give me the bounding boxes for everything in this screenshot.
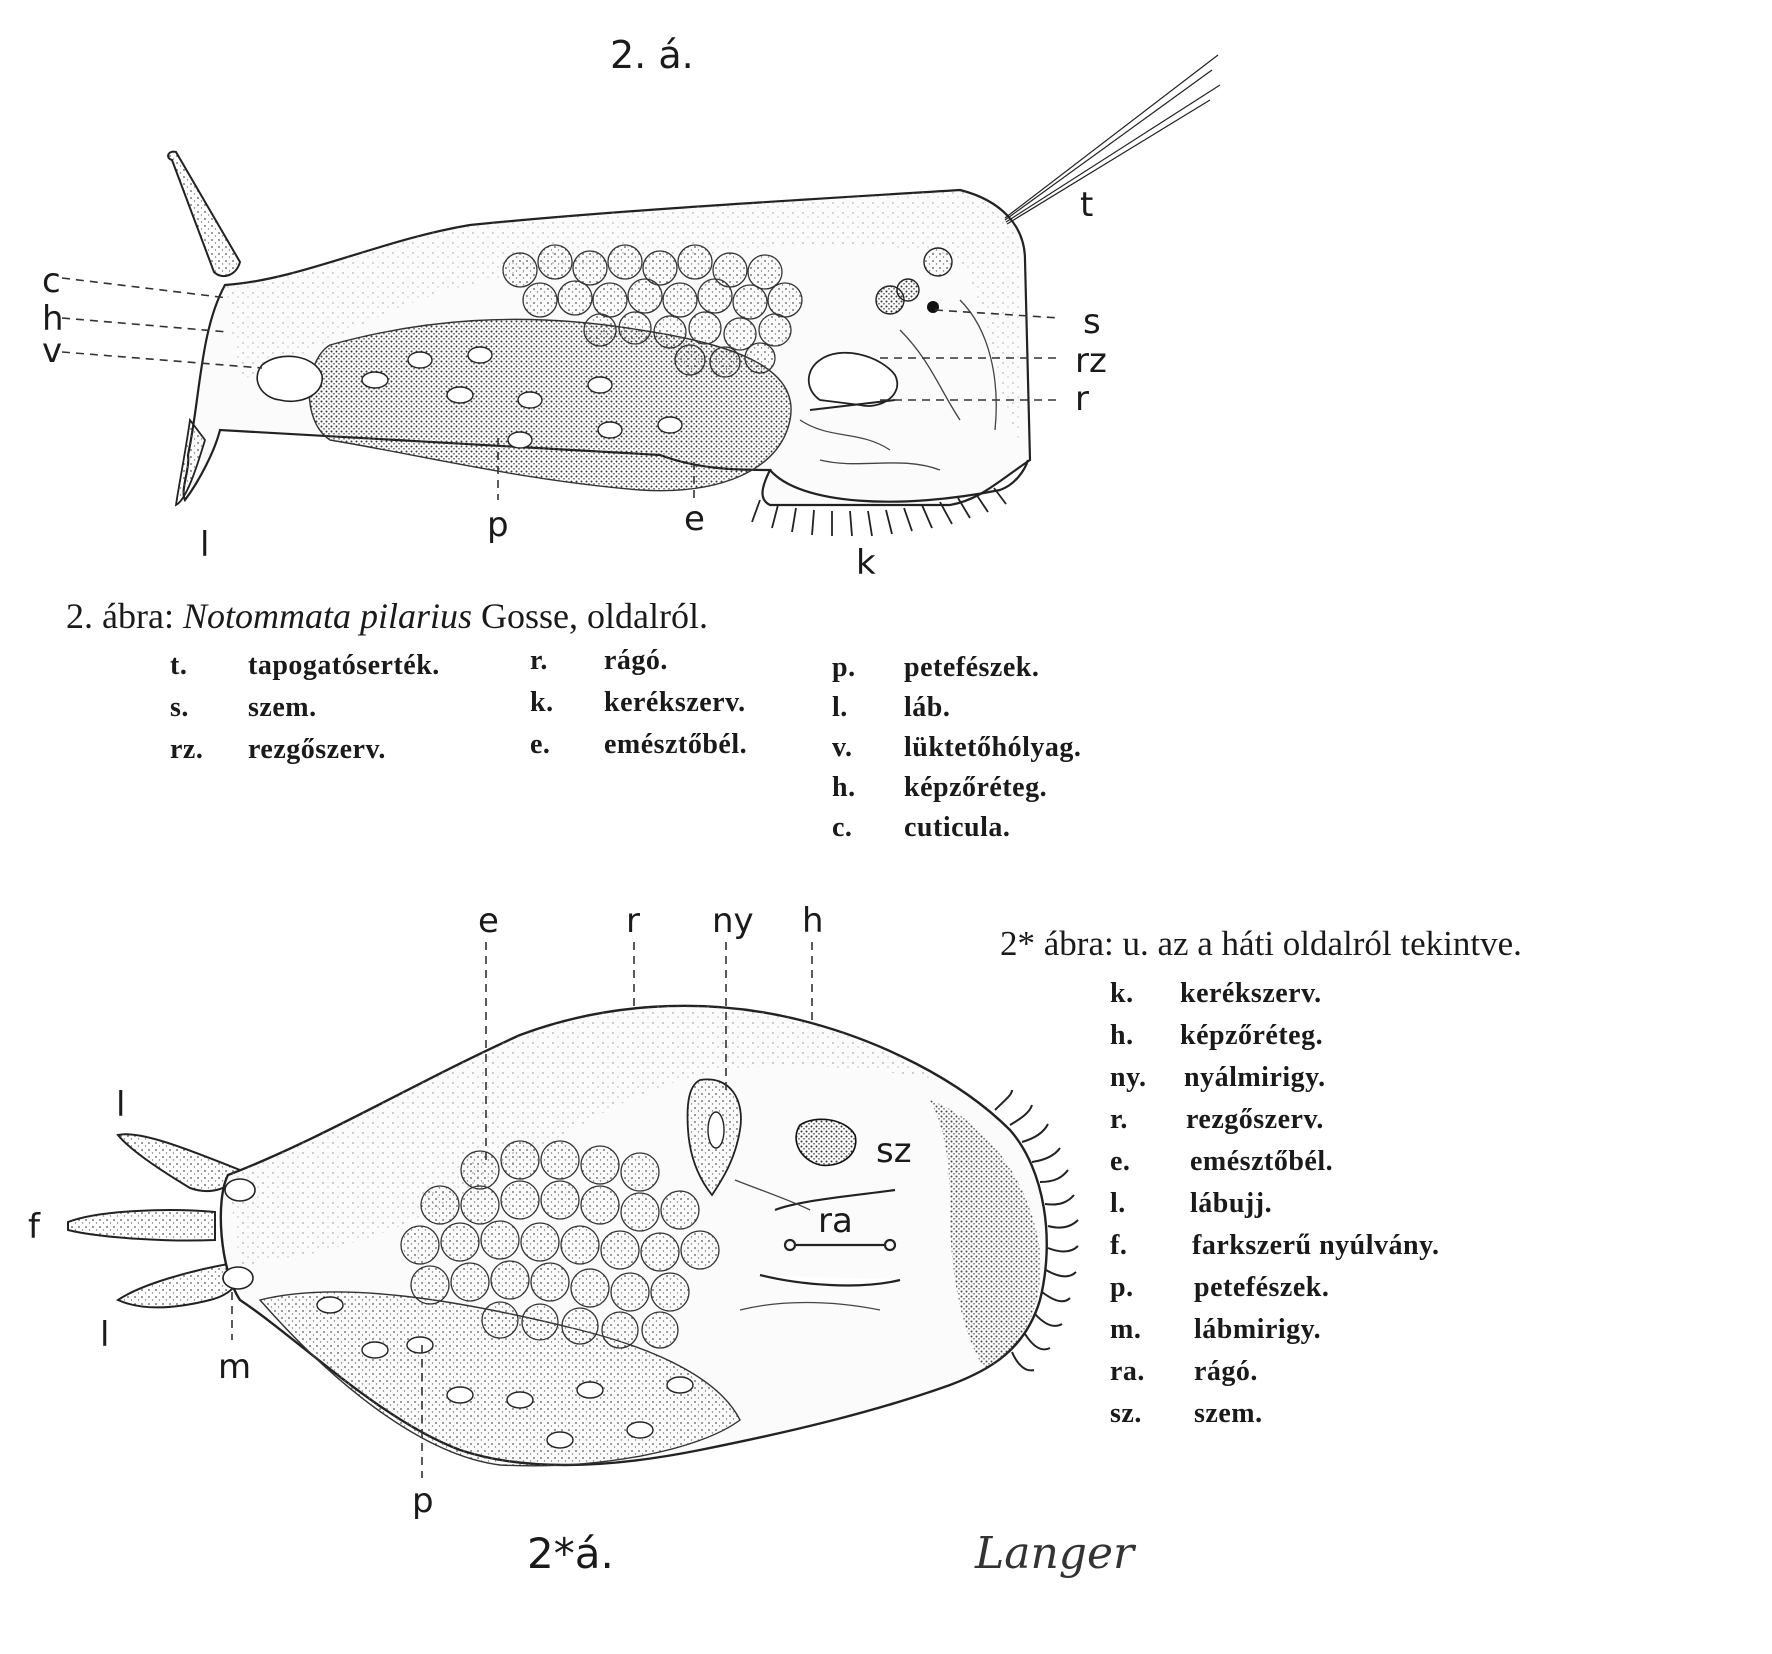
- legend-abbr: v.: [832, 732, 853, 763]
- legend-name: petefészek.: [1194, 1272, 1330, 1303]
- legend-name: emésztőbél.: [604, 729, 748, 760]
- figure1-caption-prefix: 2. ábra:: [66, 596, 174, 636]
- fig2-label-l-top: l: [116, 1085, 126, 1125]
- figure2-plate-number: 2*á.: [527, 1529, 614, 1578]
- legend-abbr: rz.: [170, 734, 204, 765]
- legend-abbr: p.: [1110, 1272, 1134, 1303]
- fig1-label-s: s: [1083, 302, 1101, 342]
- fig1-label-h: h: [42, 299, 64, 339]
- figure1-plate-number: 2. á.: [610, 33, 694, 77]
- legend-abbr: h.: [1110, 1020, 1134, 1051]
- legend-name: lüktetőhólyag.: [904, 732, 1082, 763]
- legend-name: rágó.: [604, 645, 668, 676]
- figure1-drawing: [62, 55, 1220, 536]
- figure1-caption-suffix: Gosse, oldalról.: [481, 596, 708, 636]
- fig2-label-e: e: [478, 901, 499, 941]
- legend-abbr: s.: [170, 692, 189, 723]
- legend-abbr: h.: [832, 772, 856, 803]
- fig2-label-ny: ny: [712, 901, 754, 941]
- figure1-legend-col1: [170, 650, 500, 780]
- figure1-legend-col3: [832, 652, 1152, 862]
- legend-name: képzőréteg.: [1180, 1020, 1324, 1051]
- legend-abbr: f.: [1110, 1230, 1128, 1261]
- fig2-label-h: h: [802, 901, 824, 941]
- legend-abbr: t.: [170, 650, 188, 681]
- fig1-label-rz: rz: [1075, 341, 1107, 381]
- legend-name: emésztőbél.: [1190, 1146, 1334, 1177]
- legend-abbr: l.: [1110, 1188, 1126, 1219]
- legend-name: láb.: [904, 692, 951, 723]
- legend-name: rezgőszerv.: [1186, 1104, 1324, 1135]
- fig2-label-m: m: [218, 1347, 252, 1387]
- fig2-label-ra: ra: [818, 1201, 853, 1241]
- legend-abbr: k.: [1110, 978, 1134, 1009]
- figure2-drawing: [68, 942, 1078, 1478]
- legend-abbr: sz.: [1110, 1398, 1142, 1429]
- artist-signature: Langer: [975, 1528, 1135, 1579]
- legend-name: lábmirigy.: [1194, 1314, 1322, 1345]
- fig2-label-r: r: [626, 901, 640, 941]
- fig2-label-f: f: [28, 1207, 40, 1247]
- legend-abbr: l.: [832, 692, 848, 723]
- legend-name: kerékszerv.: [1180, 978, 1322, 1009]
- figure1-caption: [66, 595, 708, 637]
- legend-name: cuticula.: [904, 812, 1011, 843]
- legend-abbr: c.: [832, 812, 853, 843]
- legend-name: szem.: [248, 692, 317, 723]
- legend-abbr: ny.: [1110, 1062, 1147, 1093]
- fig1-label-k: k: [856, 543, 876, 583]
- fig1-label-c: c: [42, 261, 61, 301]
- fig1-label-e: e: [684, 499, 705, 539]
- legend-name: rezgőszerv.: [248, 734, 386, 765]
- legend-name: lábujj.: [1190, 1188, 1273, 1219]
- fig2-label-p: p: [412, 1481, 434, 1521]
- fig1-label-l: l: [200, 525, 210, 565]
- fig1-label-v: v: [42, 331, 63, 371]
- legend-abbr: r.: [530, 645, 548, 676]
- legend-abbr: k.: [530, 687, 554, 718]
- figure2-legend: [1110, 978, 1530, 1458]
- legend-name: kerékszerv.: [604, 687, 746, 718]
- fig1-label-r: r: [1075, 379, 1089, 419]
- fig1-label-t: t: [1080, 185, 1094, 225]
- legend-abbr: m.: [1110, 1314, 1142, 1345]
- legend-name: rágó.: [1194, 1356, 1258, 1387]
- fig2-label-sz: sz: [876, 1131, 912, 1171]
- legend-name: szem.: [1194, 1398, 1263, 1429]
- legend-name: farkszerű nyúlvány.: [1192, 1230, 1440, 1261]
- legend-abbr: ra.: [1110, 1356, 1145, 1387]
- legend-abbr: e.: [530, 729, 551, 760]
- fig2-label-l-bottom: l: [100, 1315, 110, 1355]
- legend-name: tapogatóserték.: [248, 650, 440, 681]
- legend-name: petefészek.: [904, 652, 1040, 683]
- legend-abbr: p.: [832, 652, 856, 683]
- figure1-legend-col2: [530, 645, 800, 775]
- legend-name: nyálmirigy.: [1184, 1062, 1326, 1093]
- legend-name: képzőréteg.: [904, 772, 1048, 803]
- legend-abbr: r.: [1110, 1104, 1128, 1135]
- legend-abbr: e.: [1110, 1146, 1131, 1177]
- fig1-label-p: p: [487, 505, 509, 545]
- figure1-caption-species: Notommata pilarius: [182, 596, 472, 636]
- figure2-caption: 2* ábra: u. az a háti oldalról tekintve.: [1000, 924, 1522, 963]
